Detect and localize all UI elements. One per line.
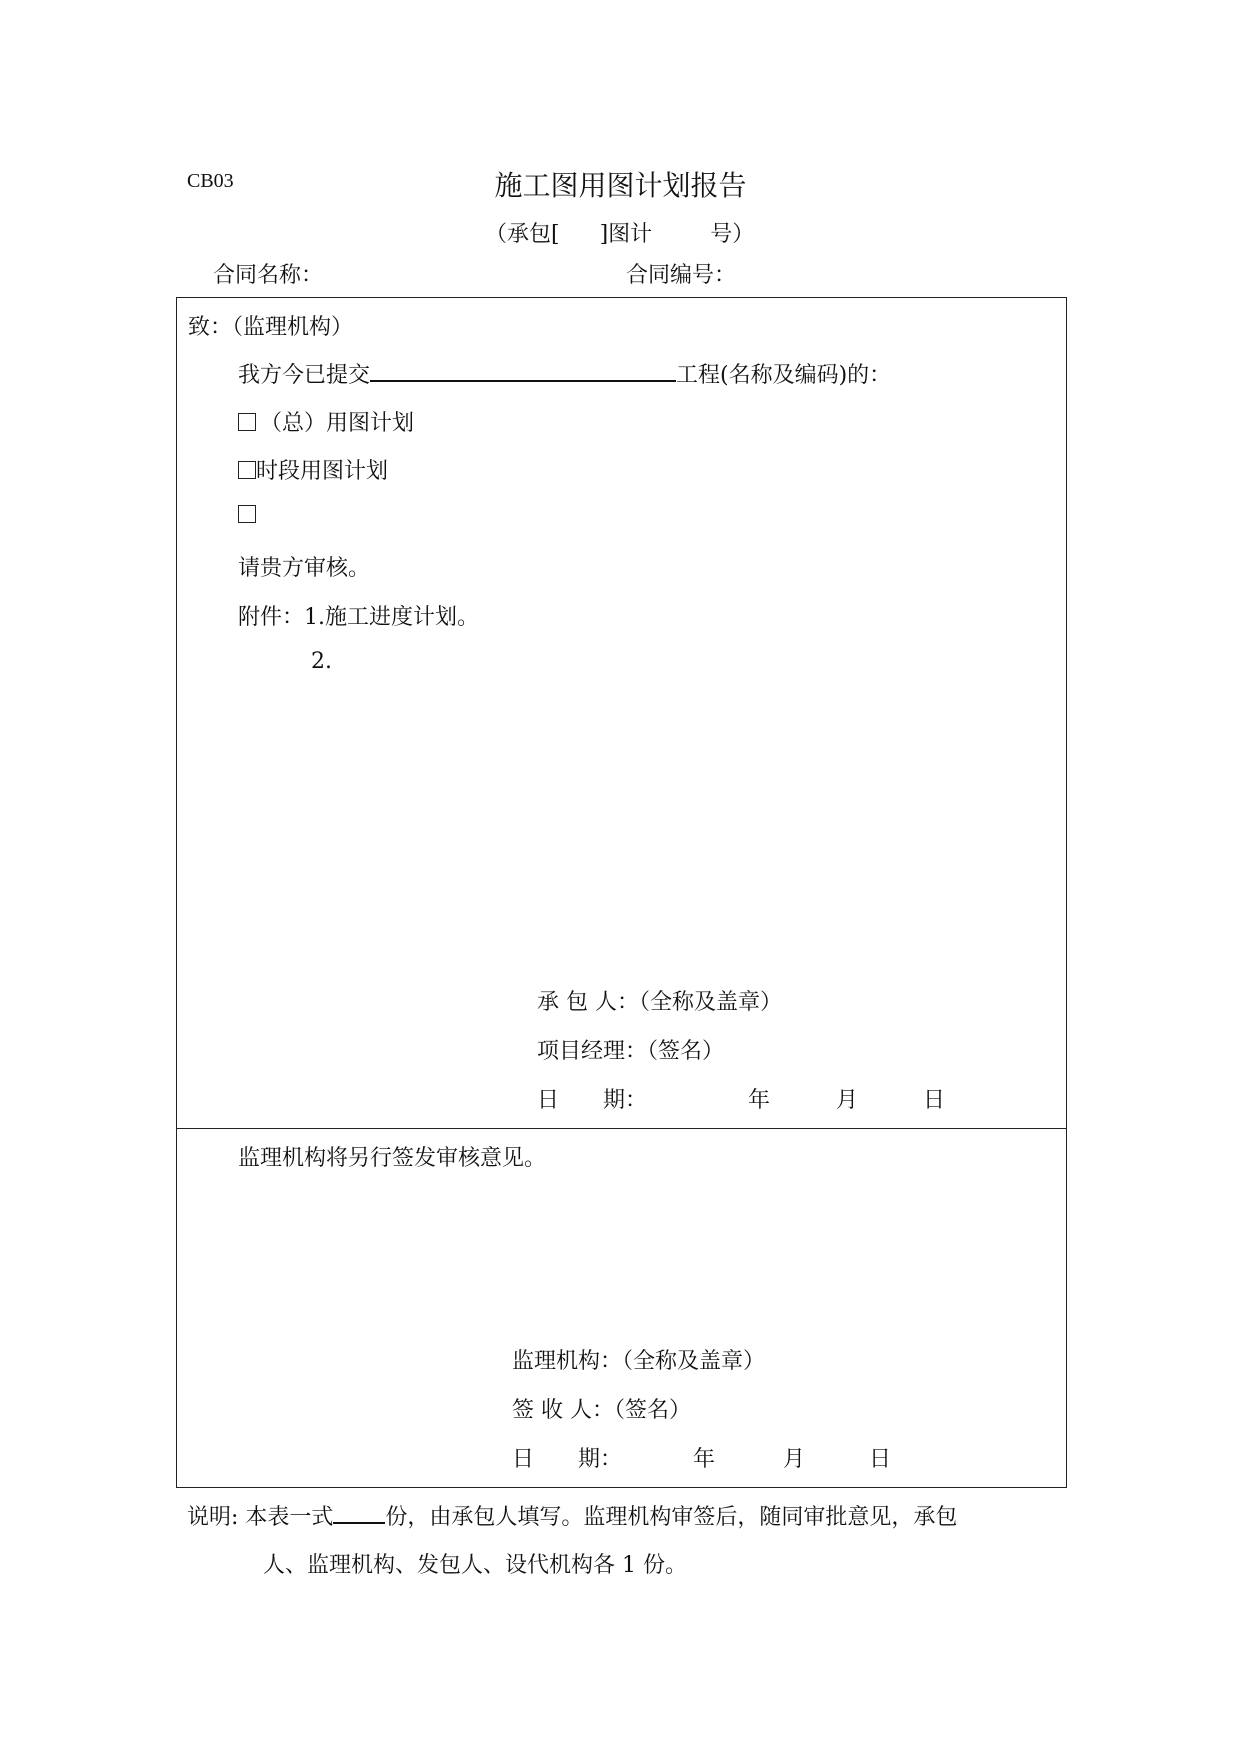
supervisor-org-label: 监理机构：（全称及盖章） bbox=[512, 1349, 766, 1374]
option-other[interactable] bbox=[238, 503, 260, 528]
checkbox-icon[interactable] bbox=[238, 505, 256, 523]
attachment-line-1 bbox=[238, 600, 479, 631]
checkbox-icon[interactable] bbox=[238, 461, 256, 479]
submit-line bbox=[238, 358, 891, 389]
month-label: 月 bbox=[836, 1088, 859, 1113]
subtitle-mid: ]图计 bbox=[599, 222, 653, 247]
date-label: 日 期： bbox=[537, 1088, 648, 1113]
option-label: 时段用图计划 bbox=[256, 459, 389, 484]
month-label: 月 bbox=[783, 1447, 806, 1472]
note-part-b: 份，由承包人填写。监理机构审签后，随同审批意见，承包 bbox=[385, 1505, 958, 1530]
submit-prefix: 我方今已提交 bbox=[238, 363, 371, 388]
option-total-plan[interactable] bbox=[238, 406, 414, 437]
to-label: 致：（监理机构） bbox=[188, 315, 354, 340]
footer-note-line-2: 人、监理机构、发包人、设代机构各 1 份。 bbox=[263, 1553, 687, 1578]
day-label: 日 bbox=[923, 1088, 946, 1113]
contractor-label: 承 包 人：（全称及盖章） bbox=[537, 990, 782, 1015]
year-label: 年 bbox=[693, 1447, 716, 1472]
form-title: 施工图用图计划报告 bbox=[494, 169, 747, 202]
footer-note bbox=[187, 1500, 957, 1531]
form-code: CB03 bbox=[187, 170, 234, 192]
subtitle-open: （承包[ bbox=[485, 222, 560, 247]
option-period-plan[interactable] bbox=[238, 454, 388, 485]
receiver-label: 签 收 人：（签名） bbox=[512, 1398, 691, 1423]
contract-name-label: 合同名称： bbox=[213, 263, 324, 288]
day-label: 日 bbox=[869, 1447, 892, 1472]
note-part-a: 说明: 本表一式 bbox=[187, 1505, 334, 1530]
project-name-field[interactable] bbox=[370, 360, 676, 382]
option-label: （总）用图计划 bbox=[260, 411, 415, 436]
form-subtitle bbox=[485, 217, 754, 248]
date-label: 日 期： bbox=[512, 1447, 623, 1472]
contract-no-label: 合同编号： bbox=[626, 263, 737, 288]
supervisor-section bbox=[176, 1128, 1067, 1488]
attachment-label: 附件： bbox=[238, 605, 305, 630]
attachment-item-2: 2. bbox=[311, 649, 332, 674]
submit-suffix: 工程(名称及编码)的： bbox=[676, 363, 892, 388]
year-label: 年 bbox=[748, 1088, 771, 1113]
supervisor-statement: 监理机构将另行签发审核意见。 bbox=[238, 1146, 547, 1171]
project-manager-label: 项目经理：（签名） bbox=[537, 1039, 725, 1064]
checkbox-icon[interactable] bbox=[238, 413, 256, 431]
attachment-item-1: 1.施工进度计划。 bbox=[304, 605, 480, 630]
request-text: 请贵方审核。 bbox=[238, 556, 371, 581]
subtitle-close: 号） bbox=[710, 222, 755, 247]
copies-field[interactable] bbox=[333, 1504, 385, 1524]
